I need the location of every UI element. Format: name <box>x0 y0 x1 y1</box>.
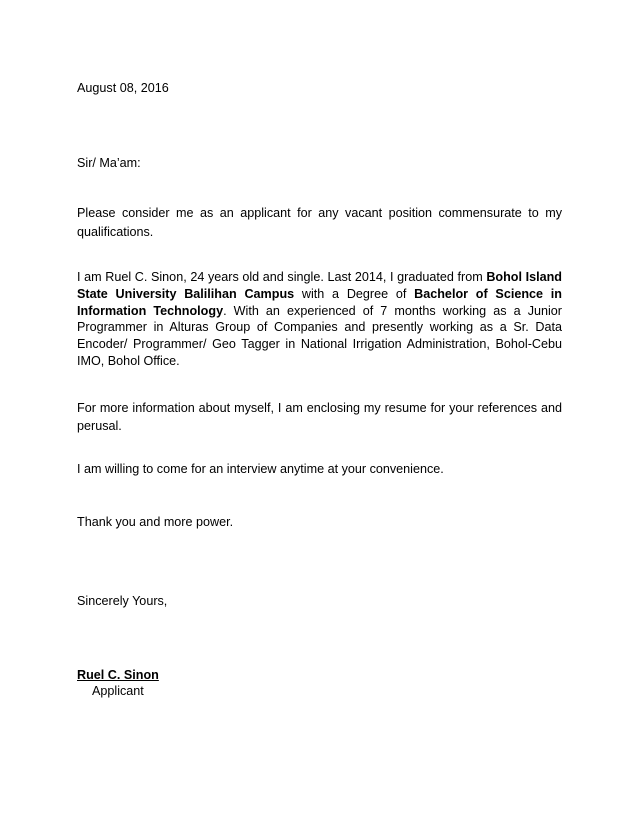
school-name: Bohol Island State University Balilihan Campus <box>77 270 562 301</box>
salutation: Sir/ Ma’am: <box>77 156 141 170</box>
letter-date: August 08, 2016 <box>77 81 169 95</box>
degree-name: Bachelor of Science in Information Technology <box>77 286 562 318</box>
paragraph-thanks: Thank you and more power. <box>77 515 234 529</box>
paragraph-background <box>77 269 562 370</box>
closing: Sincerely Yours, <box>77 594 168 608</box>
paragraph-application: Please consider me as an applicant for any vacant position commensurate to my qualifications. <box>77 206 562 239</box>
signature-name: Ruel C. Sinon <box>77 668 159 682</box>
background-text-3: . With an experienced of 7 months working as a Junior Programmer in Alturas Group of Companies and presently working as a Sr. Data Encoder/ Programmer/ Geo Tagger in National Irrigation Administration, Bohol-Cebu IMO, Bohol Office. <box>77 303 562 368</box>
signature-title: Applicant <box>92 684 144 698</box>
paragraph-interview: I am willing to come for an interview anytime at your convenience. <box>77 462 444 476</box>
background-text-2: with a Degree of <box>294 286 415 301</box>
background-text-1: I am Ruel C. Sinon, 24 years old and single. Last 2014, I graduated from <box>77 270 487 284</box>
paragraph-resume: For more information about myself, I am enclosing my resume for your references and perusal. <box>77 401 562 433</box>
